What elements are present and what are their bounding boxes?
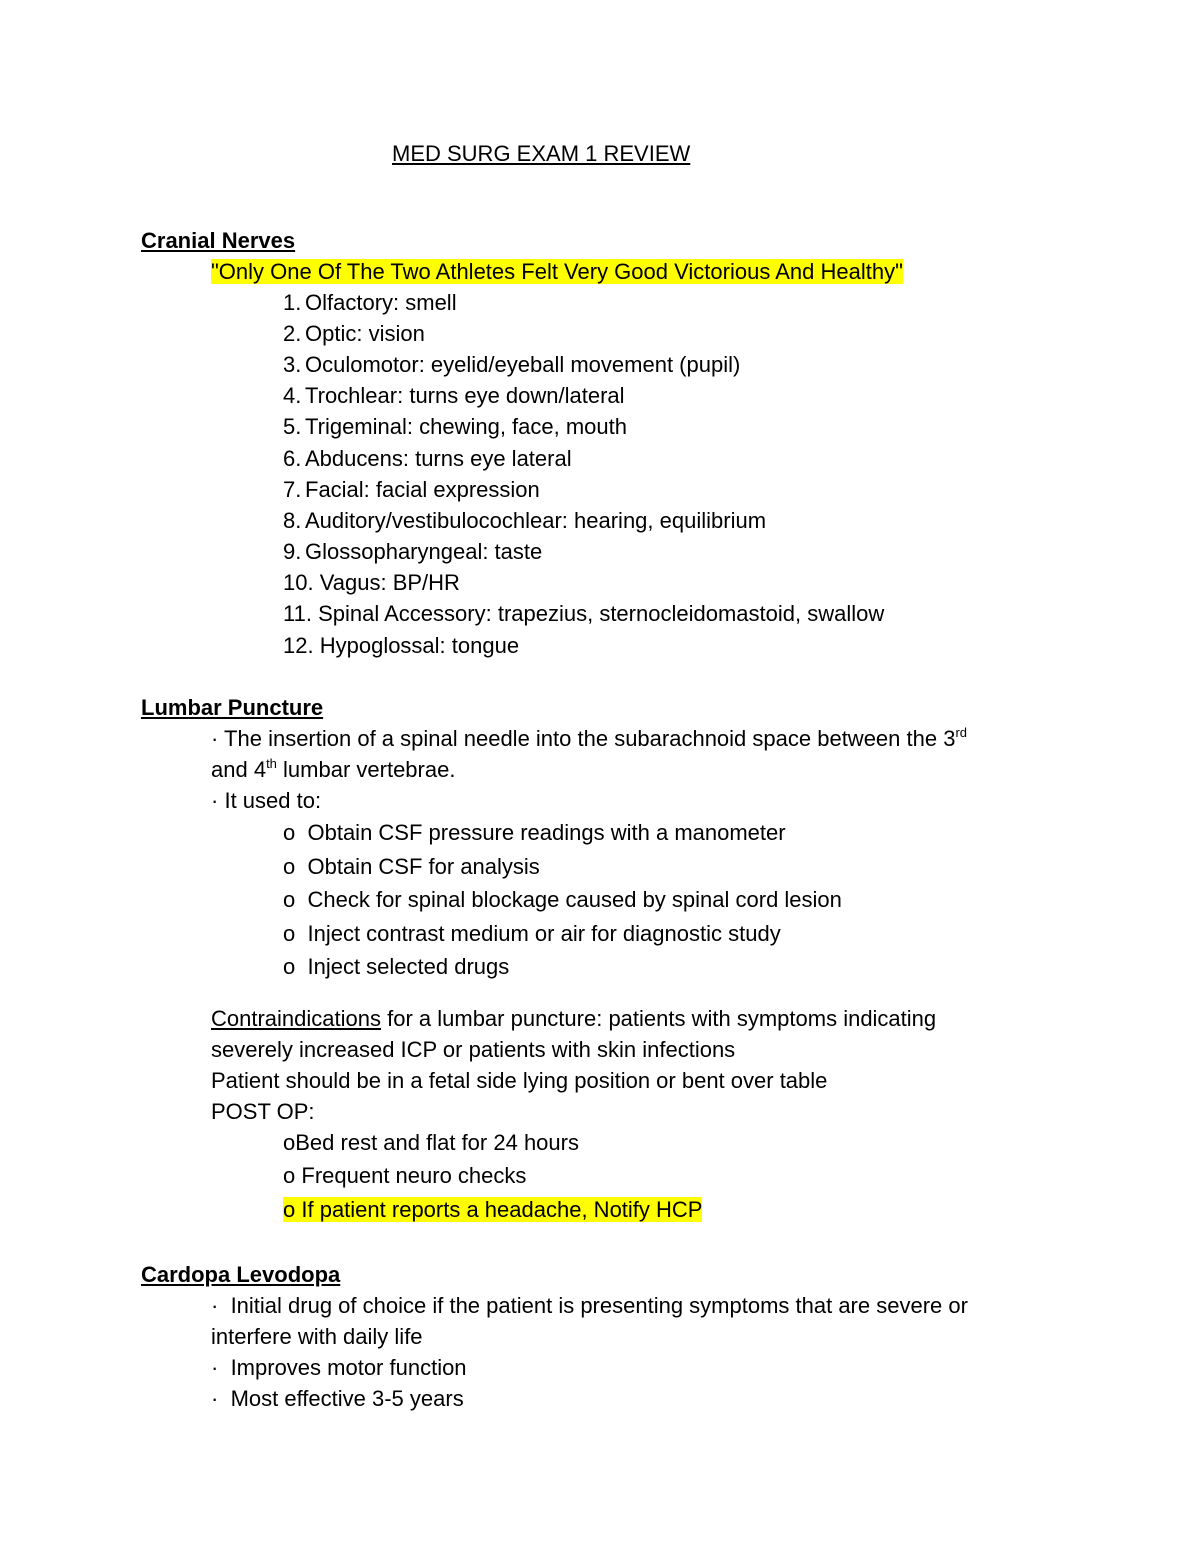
list-item: o Frequent neuro checks — [283, 1163, 527, 1188]
list-item: · Improves motor function — [211, 1355, 467, 1380]
list-item: 8. Auditory/vestibulocochlear: hearing, equilibrium — [283, 508, 767, 533]
headache-highlight: o If patient reports a headache, Notify HCP — [283, 1197, 703, 1222]
contraindications-line-2: severely increased ICP or patients with skin infections — [211, 1037, 736, 1062]
list-item: · Initial drug of choice if the patient is presenting symptoms that are severe or — [211, 1293, 968, 1318]
list-item: 6. Abducens: turns eye lateral — [283, 446, 572, 471]
list-item: 4. Trochlear: turns eye down/lateral — [283, 383, 625, 408]
list-item: o Check for spinal blockage caused by spinal cord lesion — [283, 887, 842, 912]
list-item: 5. Trigeminal: chewing, face, mouth — [283, 414, 627, 439]
post-op-label: POST OP: — [211, 1099, 315, 1124]
lumbar-used-to: · It used to: — [211, 788, 322, 813]
list-item: o Inject selected drugs — [283, 954, 510, 979]
list-item: 10. Vagus: BP/HR — [283, 570, 460, 595]
page-title: MED SURG EXAM 1 REVIEW — [392, 141, 691, 166]
list-item: 11. Spinal Accessory: trapezius, sternocleidomastoid, swallow — [283, 601, 885, 626]
list-item-continued: interfere with daily life — [211, 1324, 423, 1349]
list-item: 7. Facial: facial expression — [283, 477, 540, 502]
lumbar-definition-line-2: and 4th lumbar vertebrae. — [211, 756, 456, 782]
mnemonic-highlight: "Only One Of The Two Athletes Felt Very Good Victorious And Healthy" — [211, 259, 903, 284]
lumbar-definition-line-1: · The insertion of a spinal needle into the subarachnoid space between the 3rd — [211, 725, 968, 751]
list-item: · Most effective 3-5 years — [211, 1386, 464, 1411]
cranial-nerves-heading: Cranial Nerves — [141, 228, 296, 253]
list-item: 2. Optic: vision — [283, 321, 425, 346]
list-item: oBed rest and flat for 24 hours — [283, 1130, 579, 1155]
contraindications-line-1: Contraindications for a lumbar puncture: patients with symptoms indicating — [211, 1006, 937, 1031]
list-item: 9. Glossopharyngeal: taste — [283, 539, 543, 564]
cardopa-levodopa-heading: Cardopa Levodopa — [141, 1262, 341, 1287]
contraindications-label: Contraindications — [211, 1006, 381, 1031]
list-item: 3. Oculomotor: eyelid/eyeball movement (pupil) — [283, 352, 741, 377]
list-item: 1. Olfactory: smell — [283, 290, 457, 315]
list-item: o Inject contrast medium or air for diagnostic study — [283, 921, 781, 946]
list-item — [283, 1194, 702, 1225]
list-item: o Obtain CSF for analysis — [283, 854, 540, 879]
list-item: o Obtain CSF pressure readings with a manometer — [283, 820, 786, 845]
patient-position: Patient should be in a fetal side lying position or bent over table — [211, 1068, 828, 1093]
lumbar-puncture-heading: Lumbar Puncture — [141, 695, 324, 720]
cranial-mnemonic — [211, 256, 903, 287]
list-item: 12. Hypoglossal: tongue — [283, 633, 520, 658]
